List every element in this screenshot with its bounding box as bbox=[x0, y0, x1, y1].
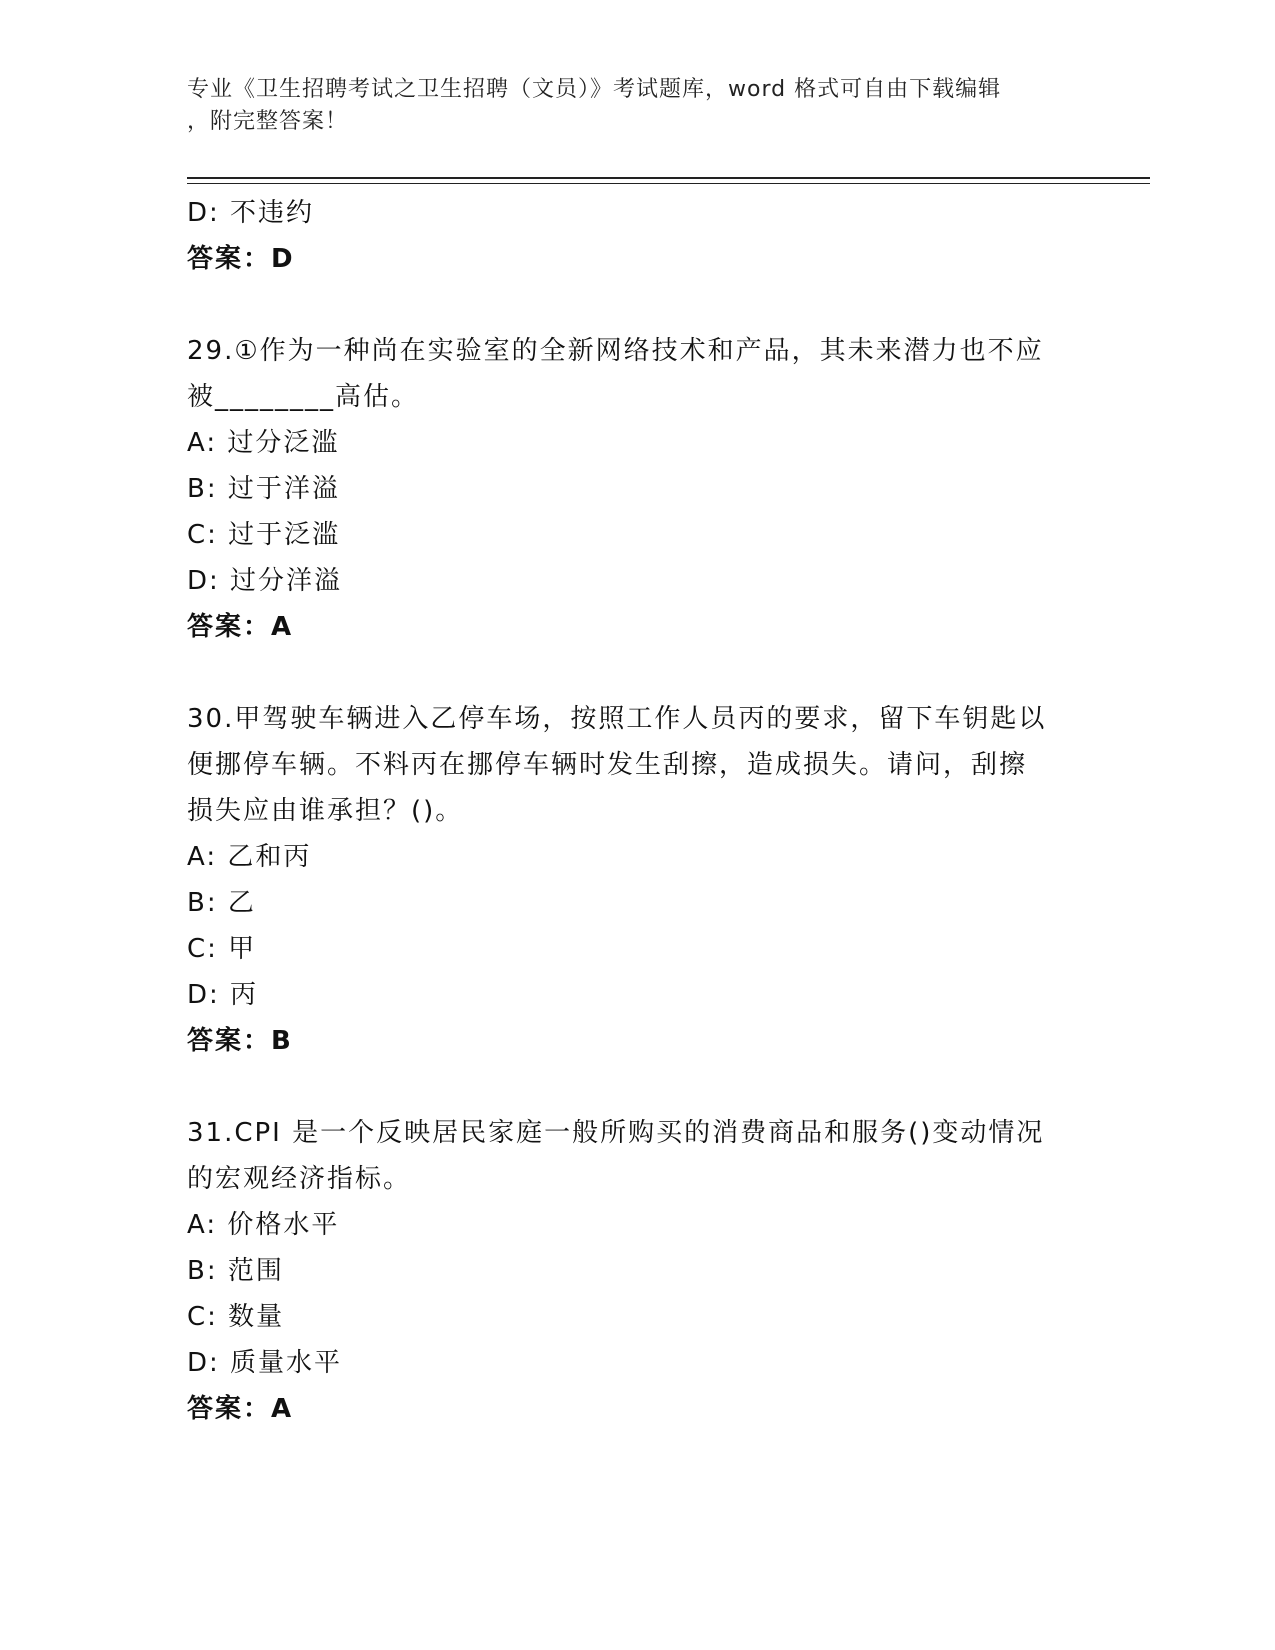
question-text-line: 的宏观经济指标。 bbox=[187, 1164, 412, 1194]
option-d: D: 不违约 bbox=[187, 198, 315, 228]
answer-line: 答案：D bbox=[187, 244, 295, 274]
option-b: B: 乙 bbox=[187, 888, 256, 918]
answer-line: 答案：A bbox=[187, 612, 294, 642]
option-d: D: 质量水平 bbox=[187, 1348, 343, 1378]
question-text-line: 损失应由谁承担？()。 bbox=[187, 796, 464, 826]
option-a: A: 价格水平 bbox=[187, 1210, 340, 1240]
question-30 bbox=[187, 696, 1087, 1064]
option-a: A: 过分泛滥 bbox=[187, 428, 340, 458]
option-b: B: 过于洋溢 bbox=[187, 474, 340, 504]
option-d: D: 丙 bbox=[187, 980, 259, 1010]
question-text-line: 被________高估。 bbox=[187, 382, 420, 412]
question-text-line: 便挪停车辆。不料丙在挪停车辆时发生刮擦，造成损失。请问，刮擦 bbox=[187, 750, 1028, 780]
header-line-1: 专业《卫生招聘考试之卫生招聘（文员）》考试题库，word 格式可自由下载编辑 bbox=[187, 77, 1002, 102]
answer-line: 答案：A bbox=[187, 1394, 294, 1424]
option-b: B: 范围 bbox=[187, 1256, 284, 1286]
header-rule-thin bbox=[187, 183, 1150, 184]
option-c: C: 过于泛滥 bbox=[187, 520, 341, 550]
question-29 bbox=[187, 328, 1087, 650]
document-content bbox=[187, 190, 1087, 1432]
question-31 bbox=[187, 1110, 1087, 1432]
header-line-2: ，附完整答案！ bbox=[187, 109, 349, 134]
previous-question-tail bbox=[187, 190, 1087, 282]
question-text-line: 30.甲驾驶车辆进入乙停车场，按照工作人员丙的要求，留下车钥匙以 bbox=[187, 704, 1047, 734]
question-text-line: 31.CPI 是一个反映居民家庭一般所购买的消费商品和服务()变动情况 bbox=[187, 1118, 1045, 1148]
header-rule-thick bbox=[187, 177, 1150, 179]
option-c: C: 甲 bbox=[187, 934, 257, 964]
question-text-line: 29.①作为一种尚在实验室的全新网络技术和产品，其未来潜力也不应 bbox=[187, 336, 1044, 366]
page-header bbox=[187, 74, 1087, 138]
option-a: A: 乙和丙 bbox=[187, 842, 312, 872]
answer-line: 答案：B bbox=[187, 1026, 293, 1056]
option-d: D: 过分洋溢 bbox=[187, 566, 343, 596]
option-c: C: 数量 bbox=[187, 1302, 285, 1332]
